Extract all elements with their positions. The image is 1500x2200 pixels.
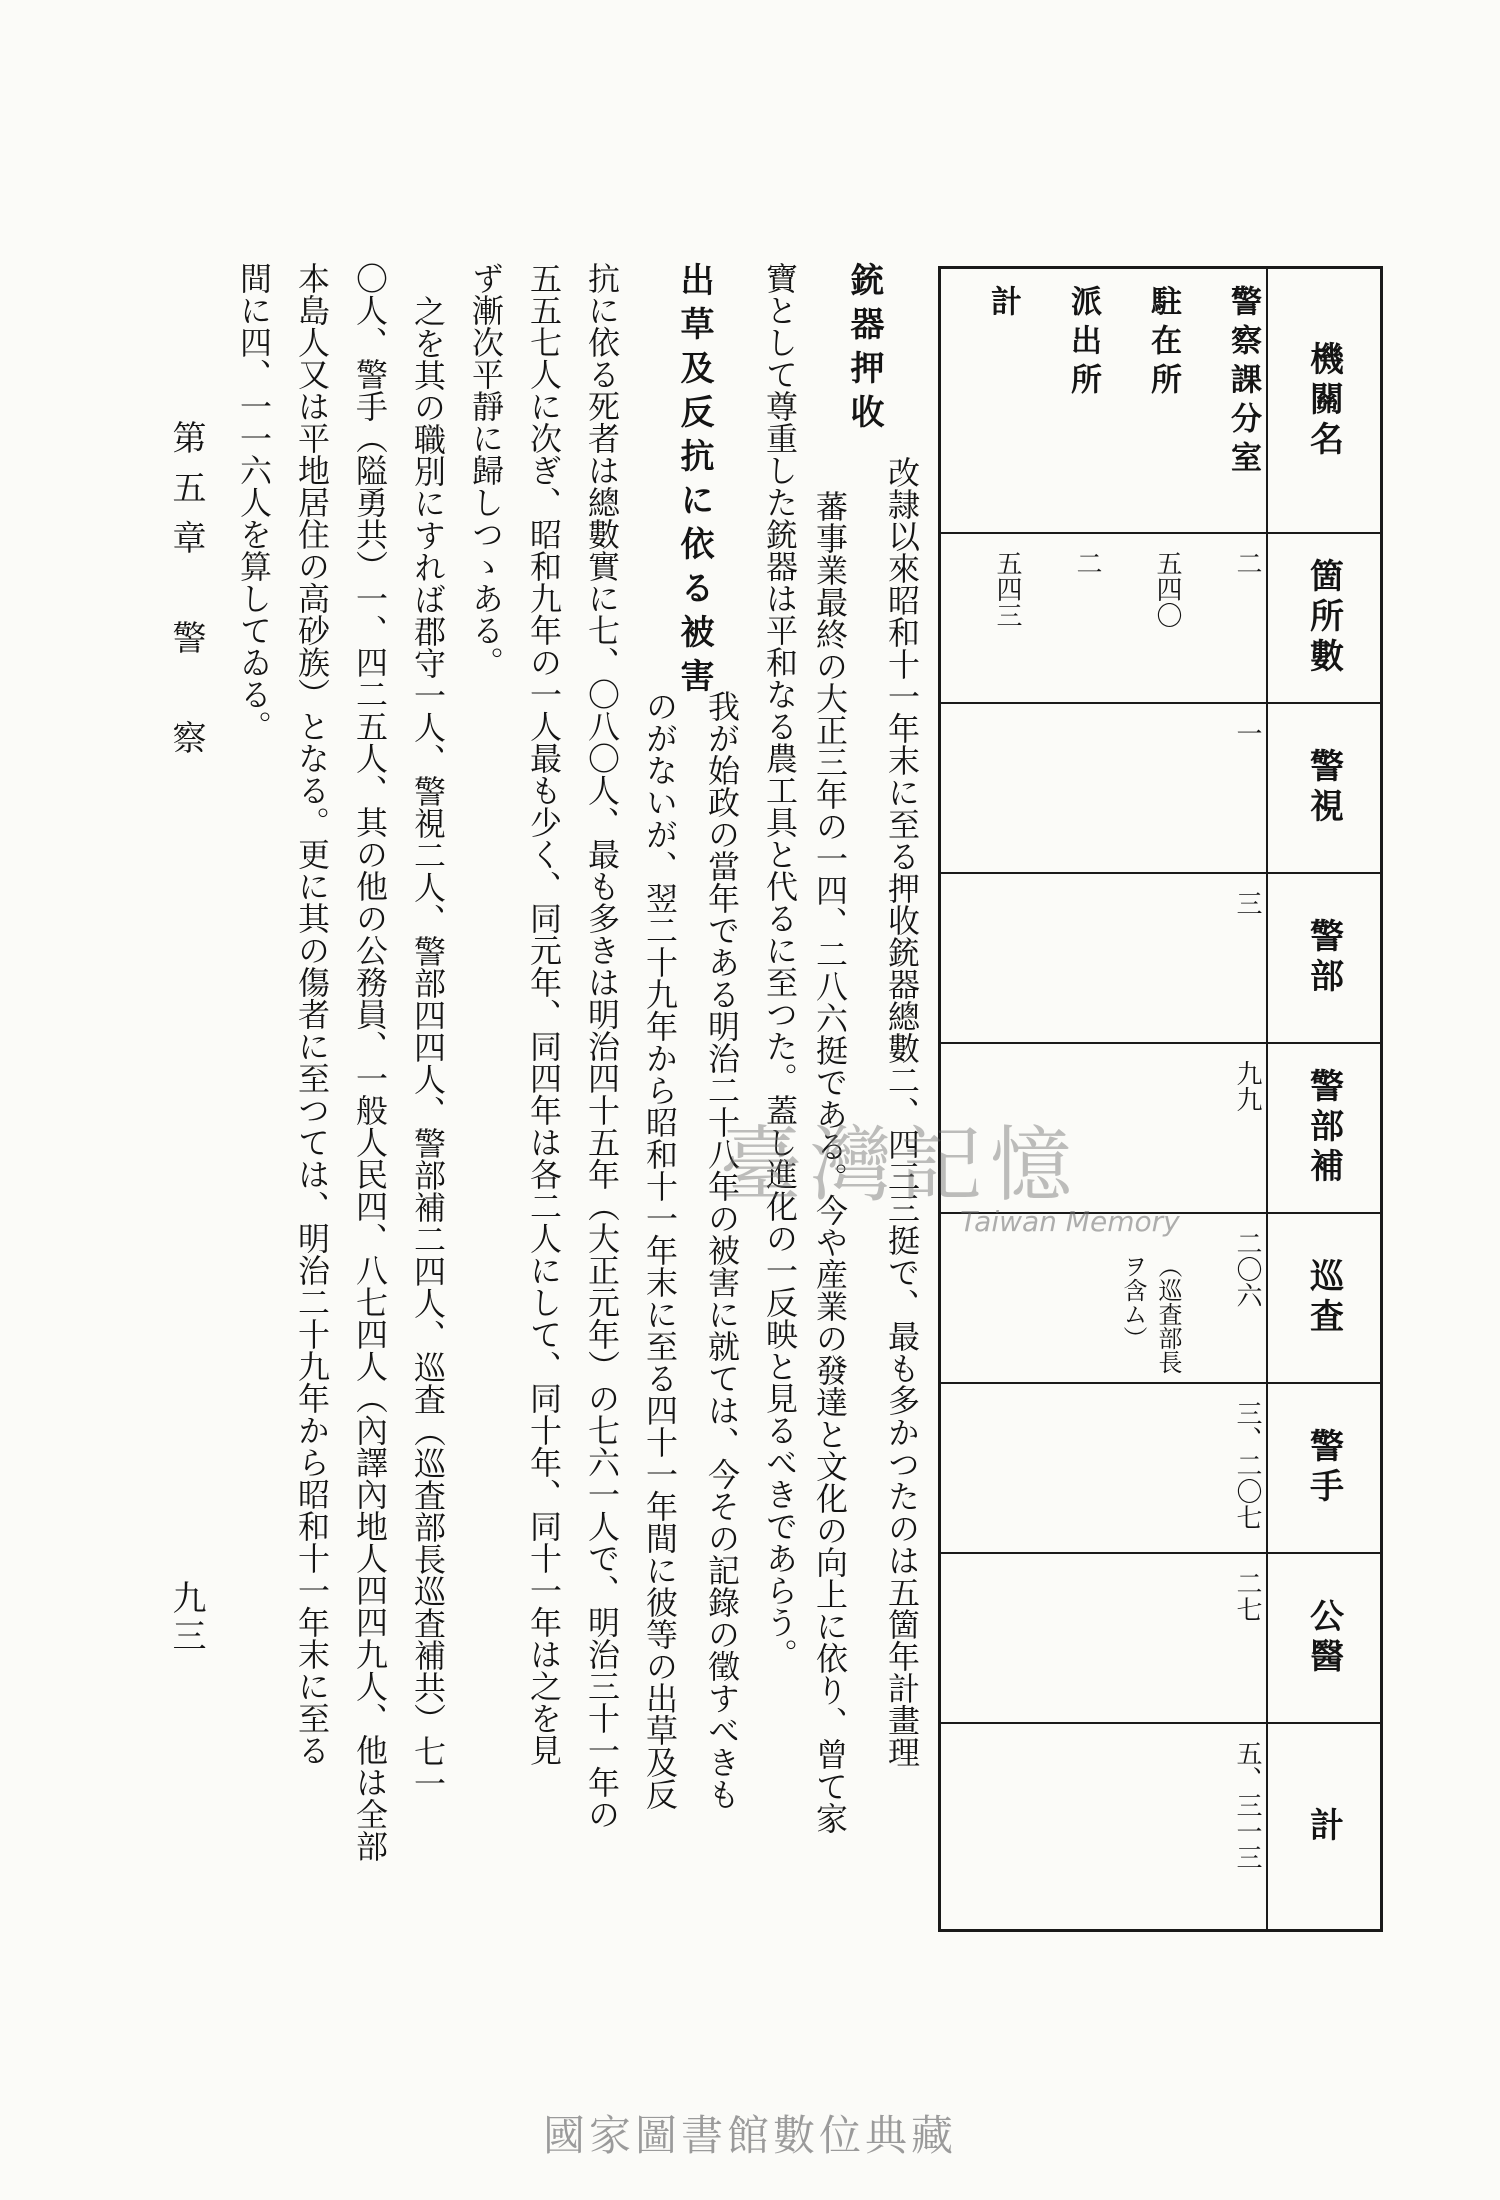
header-keishu: 警手 [1303,1428,1344,1508]
running-head: 第五章 警 察 [166,420,206,770]
keishu-total: 三、二〇七 [1232,1400,1262,1530]
kasho-bunshitsu: 二 [1232,550,1262,576]
keishu-values-cell [941,1384,1266,1554]
section1-line-2: 蕃事業最終の大正三年の一四、二八六挺である。今や産業の發達と文化の向上に依り、曾て家 [811,490,849,1834]
header-koi: 公醫 [1303,1598,1344,1678]
row-label-bunshitsu: 警察課分室 [1225,285,1261,480]
table-header-column [1266,269,1380,1929]
table-header-label-cell [1268,269,1380,534]
footer-credit: 國家圖書館數位典藏 [542,2111,957,2160]
grand-total-cell [941,1724,1266,1929]
watermark-logo: 臺灣記憶 [720,1118,1081,1213]
section2-line-4: 五五七人に次ぎ、昭和九年の一人最も少く、同元年、同四年は各二人にして、同十年、同十一年は之を見 [525,262,563,1766]
keibuho-total: 九九 [1232,1060,1262,1112]
junsa-note: （巡査部長ヲ含ム） [1119,1254,1182,1374]
table-header-cell [1268,1044,1380,1214]
keibu-values-cell [941,874,1266,1044]
row-label-total: 計 [985,285,1021,324]
kasho-total: 五四三 [992,550,1022,628]
kasho-values-cell [941,534,1266,704]
section1-heading: 銃器押收 [844,262,884,438]
section2-line-8: 本島人又は平地居住の高砂族）となる。更に其の傷者に至つては、明治二十九年から昭和十一年末に至る [293,262,331,1766]
junsa-total: 二〇六 [1232,1230,1262,1308]
table-header-label: 機關名 [1303,340,1344,461]
keishi-values-cell [941,704,1266,874]
section2-line-2: のがないが、翌二十九年から昭和十一年末に至る四十一年間に彼等の出草及反 [641,690,679,1810]
section2-line-3: 抗に依る死者は總數實に七、〇八〇人、最も多きは明治四十五年（大正元年）の七六一人で、明治三十一年の [583,262,621,1830]
header-keishi: 警視 [1303,748,1344,828]
table-header-cell [1268,534,1380,704]
section2-line-9: 間に四、一一六人を算してゐる。 [235,262,273,742]
table-data-area [941,269,1266,1929]
watermark-subtitle: Taiwan Memory [960,1205,1180,1238]
koi-total: 二七 [1232,1570,1262,1622]
kasho-chuzaisho: 五四〇 [1152,550,1182,628]
koi-values-cell [941,1554,1266,1724]
police-stations-table [938,266,1383,1932]
section1-line-1: 改隷以來昭和十一年末に至る押收銃器總數二、四三三挺で、最も多かつたのは五箇年計畫理 [883,456,921,1768]
row-label-chuzaisho: 駐在所 [1145,285,1181,402]
kasho-hashutsujo: 二 [1072,550,1102,576]
table-header-cell [1268,704,1380,874]
table-header-cell [1268,1554,1380,1724]
table-header-cell [1268,1384,1380,1554]
grand-total: 五、三一三 [1232,1740,1262,1870]
table-header-cell [1268,1214,1380,1384]
section1-line-3: 寶として尊重した銃器は平和なる農工具と代るに至つた。蓋し進化の一反映と見るべきであらう。 [761,262,799,1670]
section2-line-5: ず漸次平靜に歸しつゝある。 [467,262,505,678]
row-label-hashutsujo: 派出所 [1065,285,1101,402]
row-labels-cell [941,269,1266,534]
keishi-total: 一 [1232,720,1262,746]
keibu-total: 三 [1232,890,1262,916]
header-total: 計 [1303,1806,1344,1847]
table-header-cell [1268,1724,1380,1929]
section2-line-1: 我が始政の當年である明治二十八年の被害に就ては、今その記錄の徵すべきも [703,690,741,1810]
header-junsa: 巡査 [1303,1258,1344,1338]
junsa-values-cell [941,1214,1266,1384]
header-kasho: 箇所數 [1303,558,1344,678]
header-keibu: 警部 [1303,918,1344,998]
page-number: 九三 [166,1580,206,1656]
header-keibuho: 警部補 [1303,1068,1344,1188]
section2-line-7: 〇人、警手（隘勇共）一、四二五人、其の他の公務員、一般人民四、八七四人（內譯內地人四四九人、他は全部 [351,262,389,1862]
section2-line-6: 之を其の職別にすれば郡守一人、警視二人、警部四四人、警部補二四人、巡査（巡査部長巡査補共）七一 [409,295,447,1799]
section2-heading: 出草及反抗に依る被害 [674,262,714,702]
table-header-cell [1268,874,1380,1044]
